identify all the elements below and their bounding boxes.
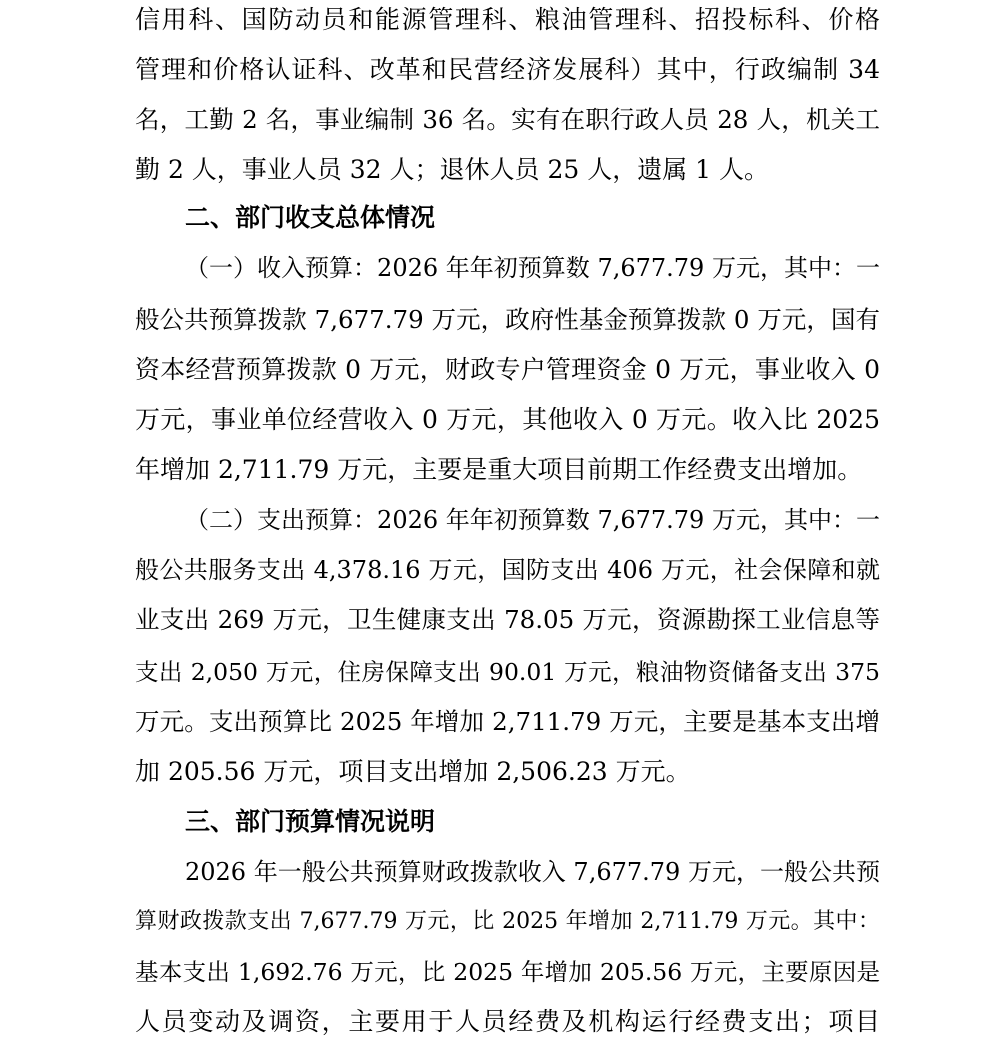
paragraph-line: 资本经营预算拨款 0 万元，财政专户管理资金 0 万元，事业收入 0 <box>135 355 880 384</box>
paragraph-line: 加 205.56 万元，项目支出增加 2,506.23 万元。 <box>135 757 691 786</box>
paragraph-line: 名，工勤 2 名，事业编制 36 名。实有在职行政人员 28 人，机关工 <box>135 105 880 134</box>
section-heading: 三、部门预算情况说明 <box>185 807 436 836</box>
paragraph-line: 业支出 269 万元，卫生健康支出 78.05 万元，资源勘探工业信息等 <box>135 605 880 634</box>
paragraph-line: 基本支出 1,692.76 万元，比 2025 年增加 205.56 万元，主要原因是 <box>135 958 880 986</box>
paragraph-line: 般公共服务支出 4,378.16 万元，国防支出 406 万元，社会保障和就 <box>135 556 880 584</box>
paragraph-line: 2026 年一般公共预算财政拨款收入 7,677.79 万元，一般公共预 <box>185 858 880 886</box>
paragraph-line: 信用科、国防动员和能源管理科、粮油管理科、招投标科、价格 <box>135 5 880 34</box>
paragraph-line: 人员变动及调资，主要用于人员经费及机构运行经费支出；项目 <box>135 1007 880 1036</box>
paragraph-line: （一）收入预算：2026 年年初预算数 7,677.79 万元，其中：一 <box>185 254 880 282</box>
paragraph-line: 管理和价格认证科、改革和民营经济发展科）其中，行政编制 34 <box>135 55 880 84</box>
paragraph-line: （二）支出预算：2026 年年初预算数 7,677.79 万元，其中：一 <box>185 506 880 534</box>
paragraph-line: 支出 2,050 万元，住房保障支出 90.01 万元，粮油物资储备支出 375 <box>135 658 880 686</box>
paragraph-line: 万元，事业单位经营收入 0 万元，其他收入 0 万元。收入比 2025 <box>135 405 880 434</box>
paragraph-line: 勤 2 人，事业人员 32 人；退休人员 25 人，遗属 1 人。 <box>135 155 770 184</box>
paragraph-line: 般公共预算拨款 7,677.79 万元，政府性基金预算拨款 0 万元，国有 <box>135 305 880 334</box>
section-heading: 二、部门收支总体情况 <box>185 203 436 232</box>
paragraph-line: 算财政拨款支出 7,677.79 万元，比 2025 年增加 2,711.79 万元。其中： <box>135 909 880 934</box>
paragraph-line: 年增加 2,711.79 万元，主要是重大项目前期工作经费支出增加。 <box>135 455 863 484</box>
paragraph-line: 万元。支出预算比 2025 年增加 2,711.79 万元，主要是基本支出增 <box>135 707 880 736</box>
